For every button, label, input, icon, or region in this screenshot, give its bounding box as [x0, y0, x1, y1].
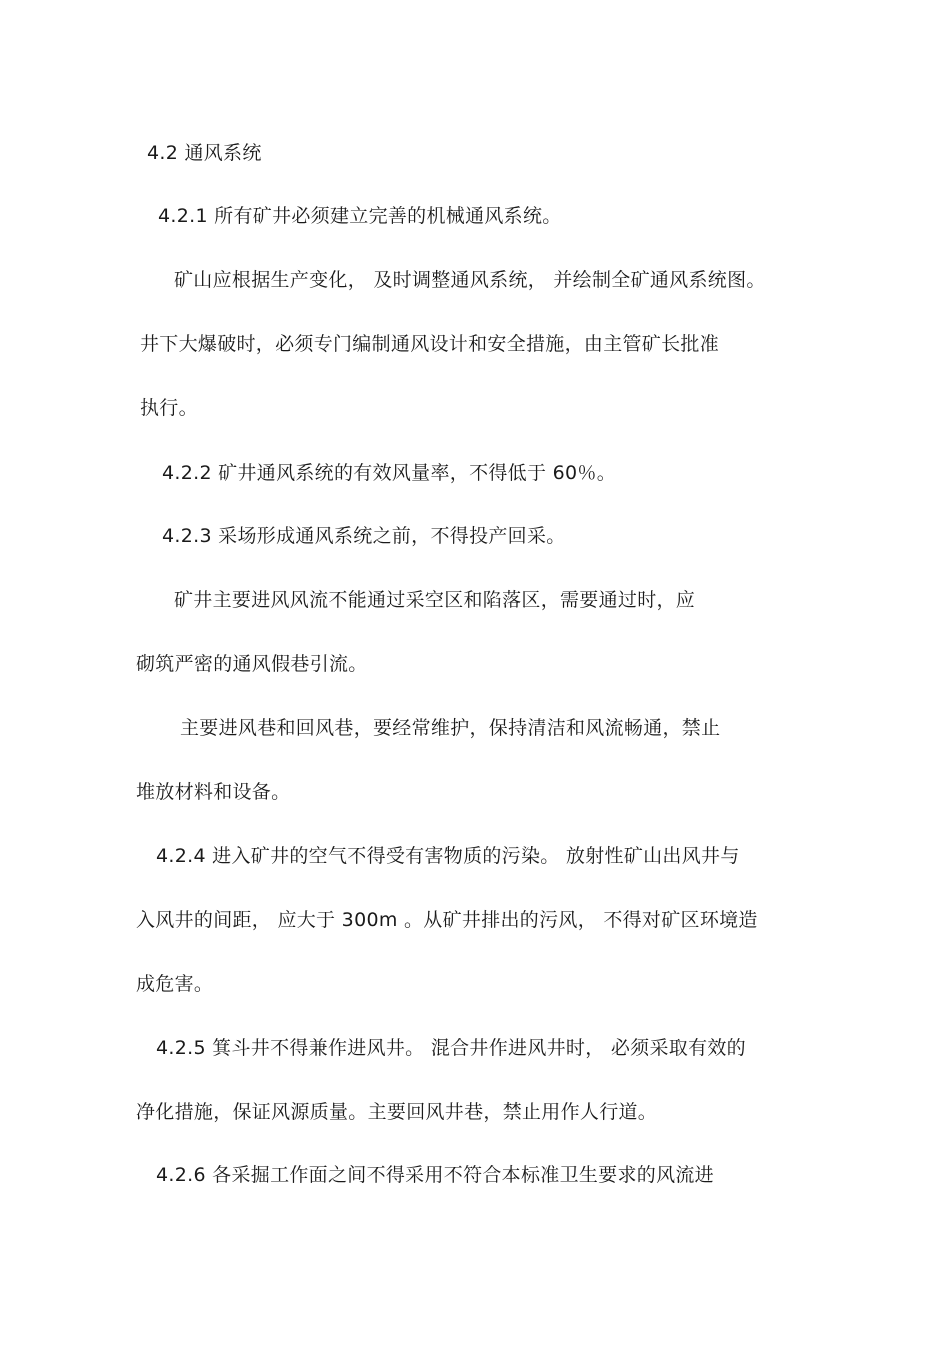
clause-4-2-5: 4.2.5 箕斗井不得兼作进风井。 混合井作进风井时， 必须采取有效的 [156, 1037, 746, 1059]
paragraph-line: 成危害。 [136, 973, 214, 995]
section-heading: 4.2 通风系统 [147, 142, 262, 164]
paragraph-line: 矿井主要进风风流不能通过采空区和陷落区，需要通过时，应 [174, 589, 696, 611]
paragraph-line: 矿山应根据生产变化， 及时调整通风系统， 并绘制全矿通风系统图。 [174, 269, 766, 291]
clause-4-2-1: 4.2.1 所有矿井必须建立完善的机械通风系统。 [158, 205, 562, 227]
clause-4-2-6: 4.2.6 各采掘工作面之间不得采用不符合本标准卫生要求的风流进 [156, 1164, 714, 1186]
clause-4-2-2: 4.2.2 矿井通风系统的有效风量率，不得低于 60％。 [162, 462, 617, 484]
paragraph-line: 砌筑严密的通风假巷引流。 [136, 653, 368, 675]
paragraph-line: 净化措施，保证风源质量。主要回风井巷，禁止用作人行道。 [136, 1101, 658, 1123]
paragraph-line: 入风井的间距， 应大于 300m 。从矿井排出的污风， 不得对矿区环境造 [136, 909, 758, 931]
paragraph-line: 主要进风巷和回风巷，要经常维护，保持清洁和风流畅通，禁止 [180, 717, 721, 739]
paragraph-line: 执行。 [140, 397, 198, 419]
paragraph-line: 堆放材料和设备。 [136, 781, 291, 803]
paragraph-line: 井下大爆破时，必须专门编制通风设计和安全措施，由主管矿长批准 [140, 333, 720, 355]
clause-4-2-4: 4.2.4 进入矿井的空气不得受有害物质的污染。 放射性矿山出风井与 [156, 845, 740, 867]
clause-4-2-3: 4.2.3 采场形成通风系统之前，不得投产回采。 [162, 525, 566, 547]
